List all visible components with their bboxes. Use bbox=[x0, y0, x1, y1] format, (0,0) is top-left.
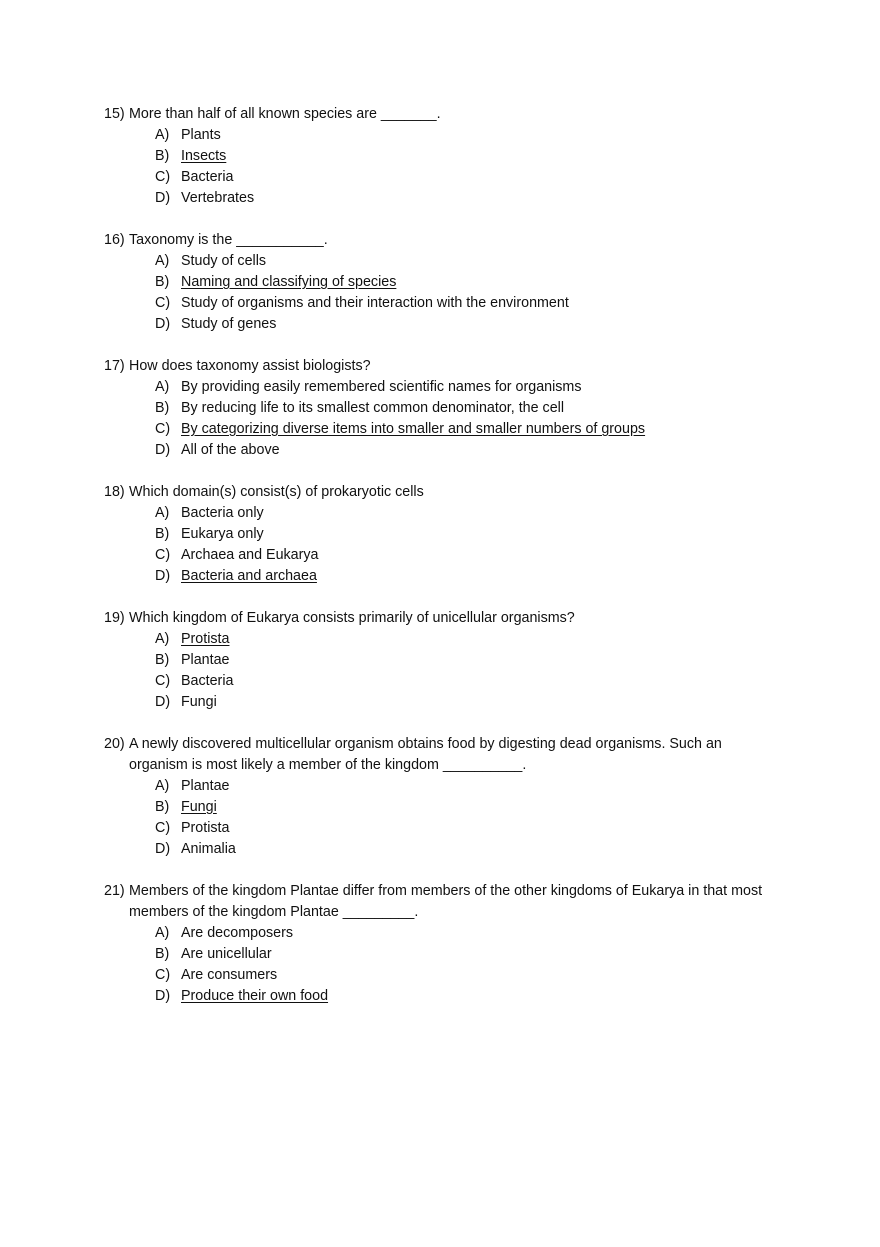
option-letter: A) bbox=[155, 631, 170, 647]
option-text: Plantae bbox=[181, 652, 230, 668]
correct-answer-text: By categorizing diverse items into smaller and smaller numbers of groups bbox=[181, 421, 646, 437]
question-number: 15) bbox=[104, 106, 125, 122]
option-letter: A) bbox=[155, 925, 170, 941]
question-number: 17) bbox=[104, 358, 125, 374]
question-line bbox=[104, 230, 784, 251]
option-text: Are consumers bbox=[181, 967, 278, 983]
option-text: By providing easily remembered scientific names for organisms bbox=[181, 379, 582, 395]
question-text: Members of the kingdom Plantae differ from members of the other kingdoms of Eukarya in that most members of the kingdom Plantae _________. bbox=[129, 883, 763, 920]
question-18 bbox=[104, 482, 784, 587]
option-text: Plantae bbox=[181, 778, 230, 794]
correct-answer-text: Protista bbox=[181, 631, 230, 647]
correct-answer-text: Insects bbox=[181, 148, 227, 164]
answer-option bbox=[104, 839, 784, 860]
answer-option bbox=[104, 503, 784, 524]
answer-option bbox=[104, 167, 784, 188]
option-letter: B) bbox=[155, 526, 170, 542]
question-line bbox=[104, 104, 784, 125]
question-17 bbox=[104, 356, 784, 461]
question-line bbox=[104, 734, 784, 776]
option-letter: D) bbox=[155, 190, 171, 206]
answer-option bbox=[104, 524, 784, 545]
quiz-document bbox=[104, 104, 784, 1028]
answer-option bbox=[104, 986, 784, 1007]
answer-option bbox=[104, 188, 784, 209]
option-text: Bacteria bbox=[181, 169, 234, 185]
answer-option bbox=[104, 671, 784, 692]
option-letter: B) bbox=[155, 652, 170, 668]
answer-option bbox=[104, 146, 784, 167]
option-letter: B) bbox=[155, 148, 170, 164]
option-letter: C) bbox=[155, 820, 171, 836]
option-text: All of the above bbox=[181, 442, 280, 458]
answer-option bbox=[104, 944, 784, 965]
answer-option bbox=[104, 923, 784, 944]
option-letter: C) bbox=[155, 547, 171, 563]
option-letter: D) bbox=[155, 568, 171, 584]
question-text: Which domain(s) consist(s) of prokaryotic cells bbox=[129, 484, 424, 500]
option-text: Study of organisms and their interaction with the environment bbox=[181, 295, 569, 311]
answer-option bbox=[104, 650, 784, 671]
answer-option bbox=[104, 566, 784, 587]
answer-option bbox=[104, 692, 784, 713]
option-letter: C) bbox=[155, 673, 171, 689]
answer-option bbox=[104, 314, 784, 335]
question-line bbox=[104, 482, 784, 503]
answer-option bbox=[104, 965, 784, 986]
question-number: 20) bbox=[104, 736, 125, 752]
question-19 bbox=[104, 608, 784, 713]
question-text: Taxonomy is the ___________. bbox=[129, 232, 328, 248]
question-20 bbox=[104, 734, 784, 860]
option-text: Study of genes bbox=[181, 316, 277, 332]
option-letter: B) bbox=[155, 946, 170, 962]
option-letter: B) bbox=[155, 400, 170, 416]
answer-option bbox=[104, 251, 784, 272]
option-letter: A) bbox=[155, 505, 170, 521]
option-text: Vertebrates bbox=[181, 190, 255, 206]
correct-answer-text: Fungi bbox=[181, 799, 217, 815]
option-text: Fungi bbox=[181, 694, 217, 710]
option-letter: D) bbox=[155, 442, 171, 458]
answer-option bbox=[104, 629, 784, 650]
option-letter: A) bbox=[155, 127, 170, 143]
question-number: 18) bbox=[104, 484, 125, 500]
option-letter: D) bbox=[155, 316, 171, 332]
question-16 bbox=[104, 230, 784, 335]
option-text: Animalia bbox=[181, 841, 236, 857]
question-text: A newly discovered multicellular organism obtains food by digesting dead organisms. Such an organism is most likely a member of the kingdom __________. bbox=[129, 736, 722, 773]
option-letter: C) bbox=[155, 967, 171, 983]
option-text: Protista bbox=[181, 820, 230, 836]
answer-option bbox=[104, 545, 784, 566]
option-letter: D) bbox=[155, 841, 171, 857]
option-text: Plants bbox=[181, 127, 221, 143]
answer-option bbox=[104, 272, 784, 293]
option-text: Bacteria bbox=[181, 673, 234, 689]
question-line bbox=[104, 356, 784, 377]
question-line bbox=[104, 608, 784, 629]
option-letter: D) bbox=[155, 988, 171, 1004]
correct-answer-text: Naming and classifying of species bbox=[181, 274, 397, 290]
option-text: Eukarya only bbox=[181, 526, 264, 542]
question-line bbox=[104, 881, 784, 923]
option-text: Are decomposers bbox=[181, 925, 294, 941]
option-text: Archaea and Eukarya bbox=[181, 547, 319, 563]
option-text: Are unicellular bbox=[181, 946, 272, 962]
question-number: 16) bbox=[104, 232, 125, 248]
question-number: 19) bbox=[104, 610, 125, 626]
option-letter: C) bbox=[155, 169, 171, 185]
option-letter: A) bbox=[155, 778, 170, 794]
option-letter: B) bbox=[155, 799, 170, 815]
question-text: How does taxonomy assist biologists? bbox=[129, 358, 371, 374]
answer-option bbox=[104, 797, 784, 818]
option-text: By reducing life to its smallest common denominator, the cell bbox=[181, 400, 565, 416]
option-text: Bacteria only bbox=[181, 505, 264, 521]
answer-option bbox=[104, 419, 784, 440]
answer-option bbox=[104, 377, 784, 398]
question-15 bbox=[104, 104, 784, 209]
correct-answer-text: Bacteria and archaea bbox=[181, 568, 317, 584]
answer-option bbox=[104, 776, 784, 797]
answer-option bbox=[104, 125, 784, 146]
question-number: 21) bbox=[104, 883, 125, 899]
question-21 bbox=[104, 881, 784, 1007]
correct-answer-text: Produce their own food bbox=[181, 988, 329, 1004]
option-letter: C) bbox=[155, 295, 171, 311]
option-letter: A) bbox=[155, 379, 170, 395]
answer-option bbox=[104, 398, 784, 419]
answer-option bbox=[104, 293, 784, 314]
answer-option bbox=[104, 818, 784, 839]
question-text: Which kingdom of Eukarya consists primarily of unicellular organisms? bbox=[129, 610, 575, 626]
option-letter: A) bbox=[155, 253, 170, 269]
answer-option bbox=[104, 440, 784, 461]
option-letter: C) bbox=[155, 421, 171, 437]
question-text: More than half of all known species are _______. bbox=[129, 106, 441, 122]
option-letter: D) bbox=[155, 694, 171, 710]
option-letter: B) bbox=[155, 274, 170, 290]
option-text: Study of cells bbox=[181, 253, 267, 269]
